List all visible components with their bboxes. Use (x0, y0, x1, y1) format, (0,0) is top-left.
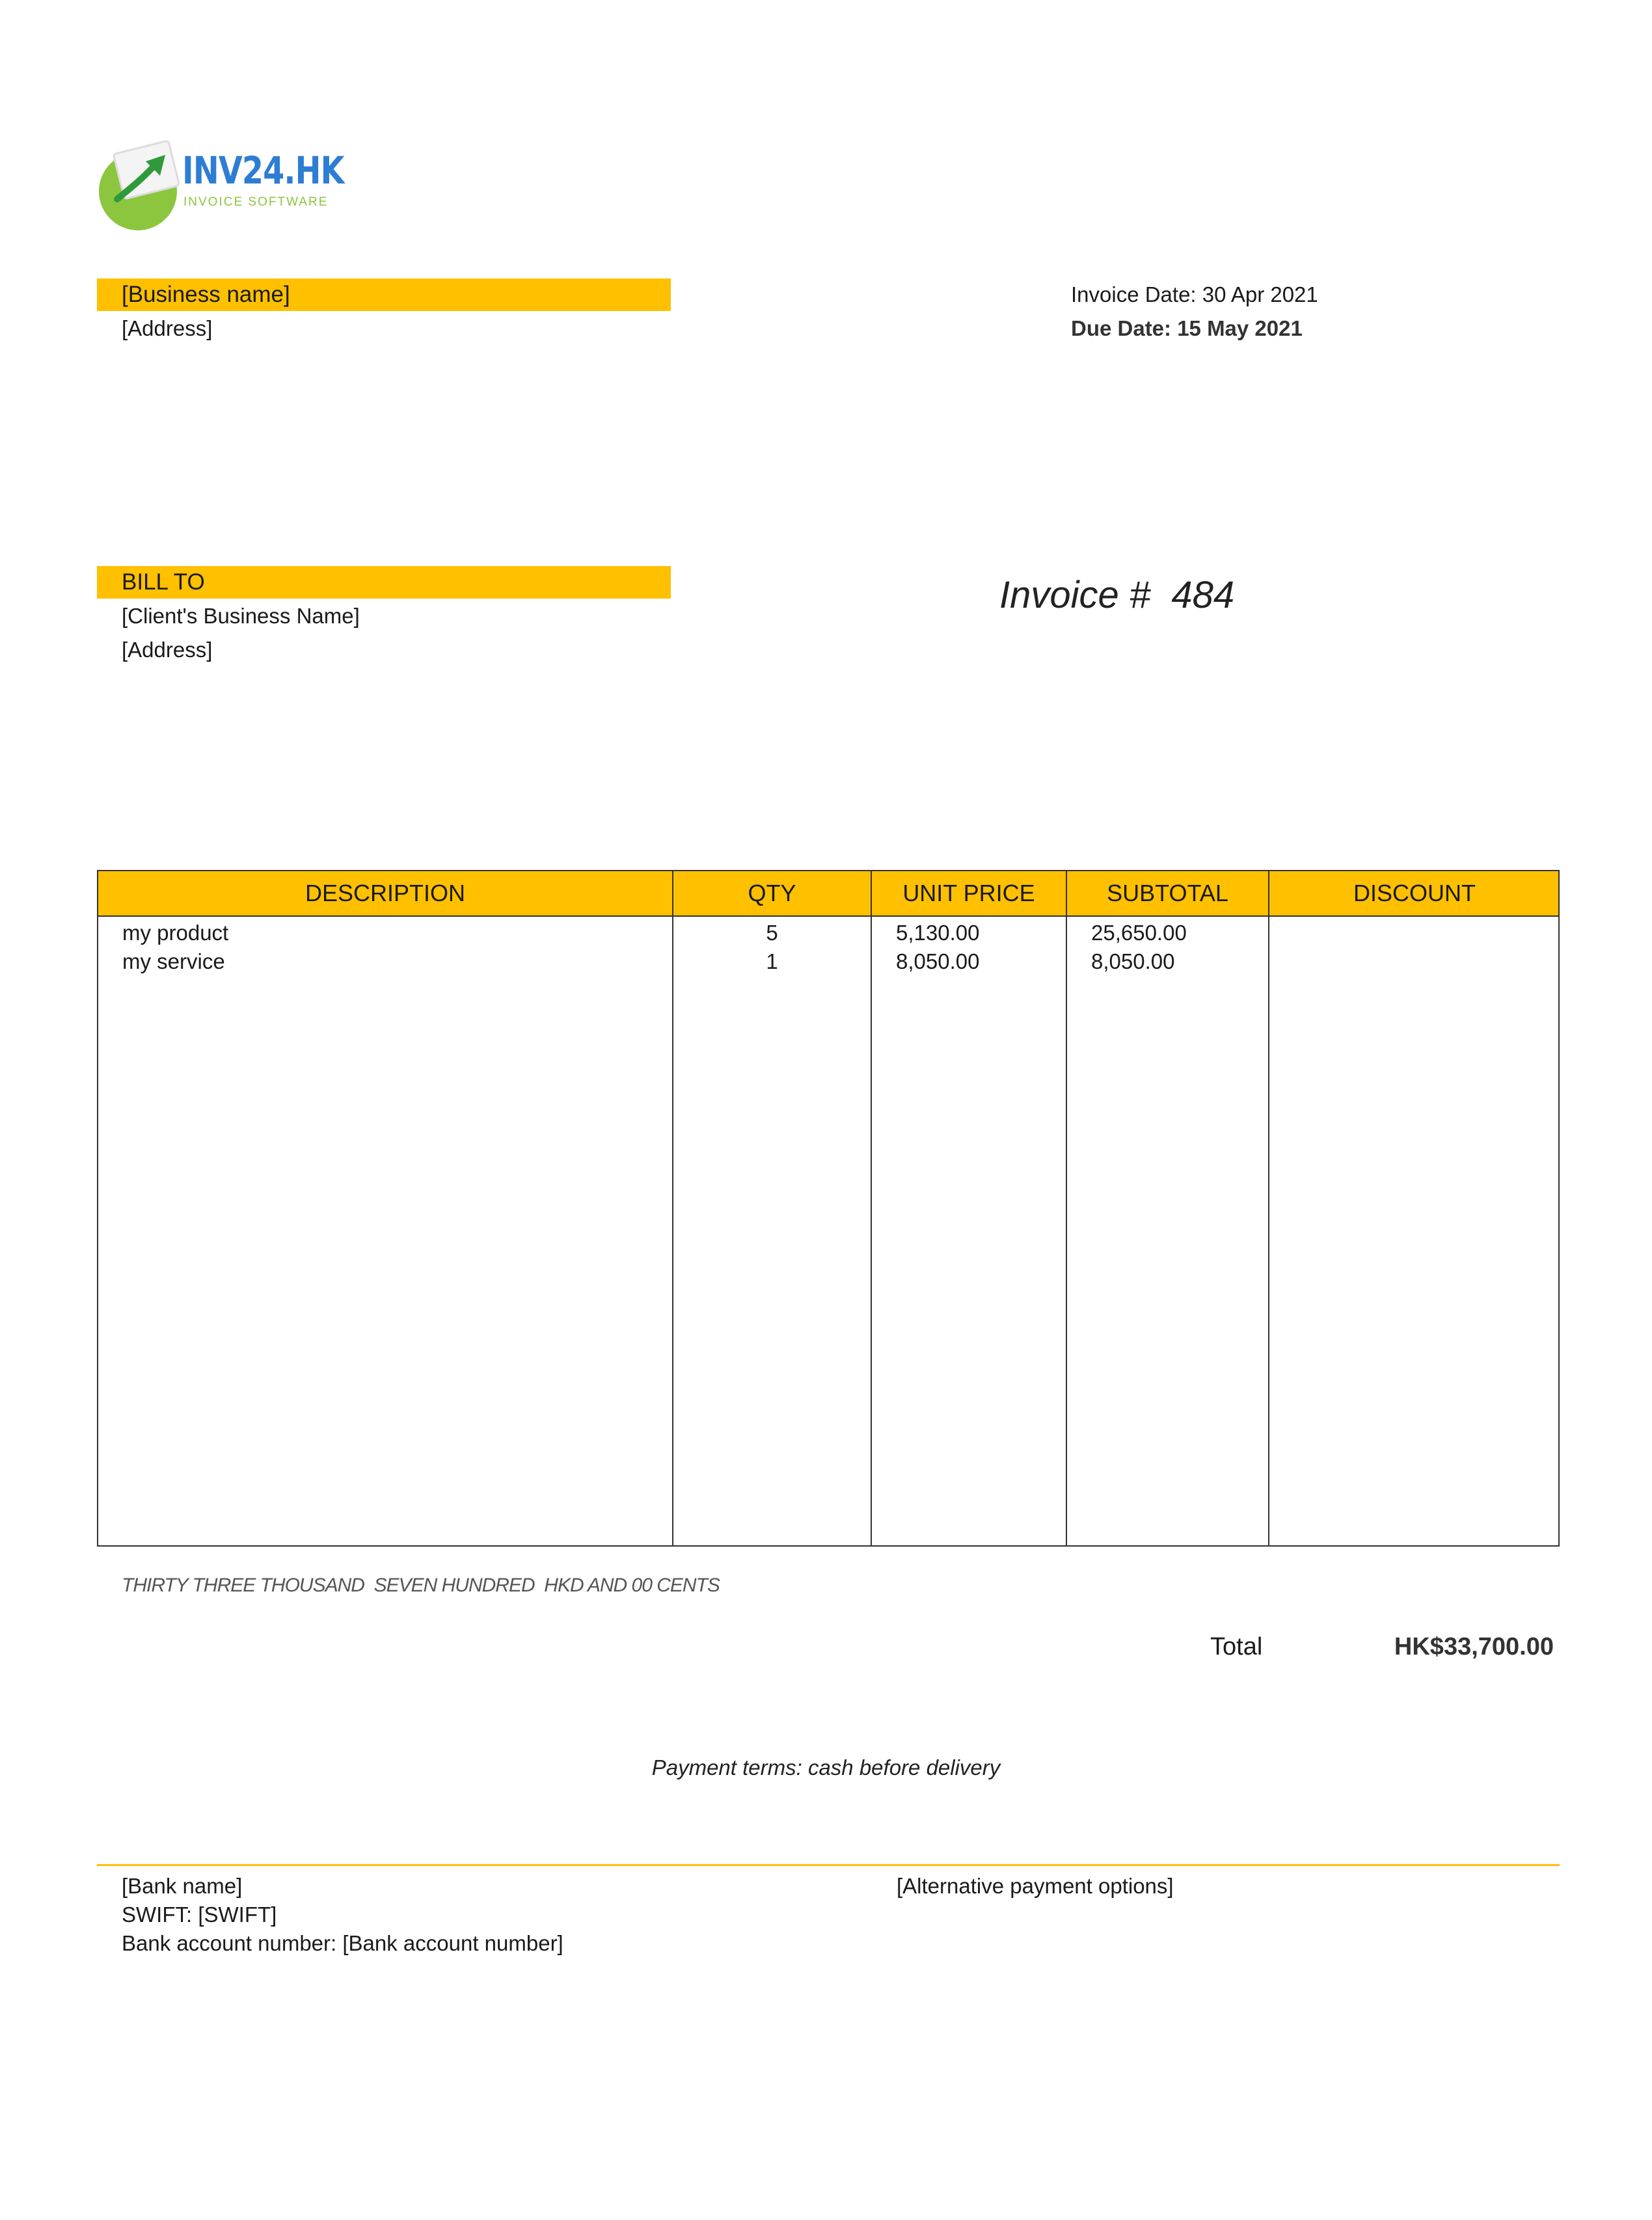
total-label: Total (1210, 1633, 1263, 1660)
table-row-unit-price: 8,050.00 (896, 949, 980, 973)
header-discount: DISCOUNT (1353, 880, 1476, 906)
growth-arrow-icon (105, 142, 177, 213)
alternative-payment-options: [Alternative payment options] (897, 1874, 1174, 1898)
table-row-description: my product (122, 921, 229, 945)
amount-in-words: THIRTY THREE THOUSAND SEVEN HUNDRED HKD AND 00 CENTS (122, 1575, 720, 1596)
bank-account-number: Bank account number: [Bank account number] (122, 1931, 563, 1955)
items-table (97, 870, 1560, 1547)
due-date: Due Date: 15 May 2021 (1071, 316, 1303, 340)
logo-tagline: INVOICE SOFTWARE (183, 195, 329, 209)
logo-brand-text: INV24.HK (182, 148, 344, 193)
seller-address: [Address] (122, 316, 213, 340)
column-divider (871, 871, 872, 1545)
table-row-qty: 5 (766, 921, 778, 945)
footer-divider (97, 1864, 1560, 1866)
invoice-date: Invoice Date: 30 Apr 2021 (1071, 282, 1318, 306)
column-divider (1268, 871, 1269, 1545)
total-value: HK$33,700.00 (1394, 1633, 1554, 1660)
business-name-bar (97, 278, 671, 311)
table-row-qty: 1 (766, 949, 778, 973)
payment-terms: Payment terms: cash before delivery (651, 1755, 1001, 1780)
bill-to-bar (97, 566, 671, 599)
bill-to-heading: BILL TO (122, 569, 205, 595)
table-row-unit-price: 5,130.00 (896, 921, 980, 945)
client-business-name: [Client's Business Name] (122, 604, 360, 628)
header-qty: QTY (748, 880, 796, 906)
table-row-description: my service (122, 949, 225, 973)
table-row-subtotal: 8,050.00 (1091, 949, 1175, 973)
bank-name: [Bank name] (122, 1874, 243, 1898)
bank-swift: SWIFT: [SWIFT] (122, 1902, 277, 1927)
header-unit-price: UNIT PRICE (902, 880, 1035, 906)
company-logo (99, 142, 344, 224)
client-address: [Address] (122, 638, 213, 662)
invoice-number: Invoice # 484 (999, 574, 1235, 616)
business-name: [Business name] (122, 282, 290, 307)
header-subtotal: SUBTOTAL (1107, 880, 1228, 906)
column-divider (1066, 871, 1067, 1545)
table-row-subtotal: 25,650.00 (1091, 921, 1187, 945)
header-description: DESCRIPTION (305, 880, 466, 906)
